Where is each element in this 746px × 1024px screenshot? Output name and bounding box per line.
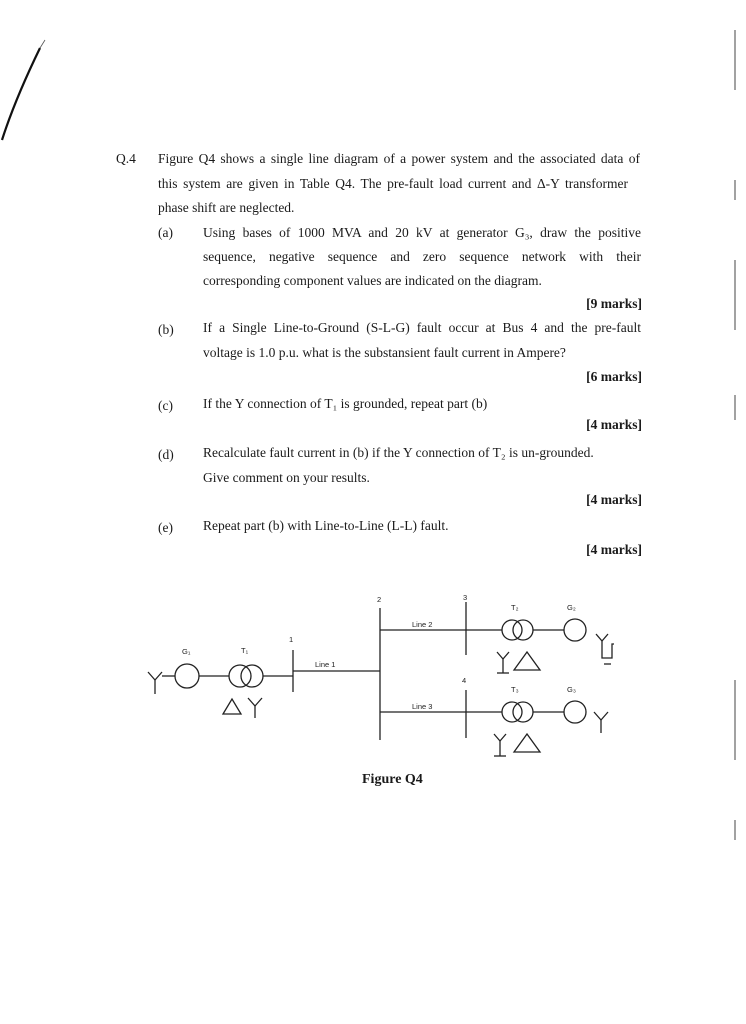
- t3-wye-grounded-symbol: [494, 734, 506, 756]
- part-d-marks: [4 marks]: [586, 492, 642, 507]
- label-bus-3: 3: [463, 593, 468, 602]
- label-g1: G₁: [182, 647, 191, 656]
- part-c-label: (c): [158, 398, 173, 413]
- label-line-3: Line 3: [412, 702, 433, 711]
- t3-delta-symbol: [514, 734, 540, 752]
- part-a-line-1: Using bases of 1000 MVA and 20 kV at generator G₃, draw the positive: [203, 225, 641, 240]
- intro-line-3: phase shift are neglected.: [158, 200, 295, 215]
- part-d-label: (d): [158, 447, 174, 462]
- label-line-1: Line 1: [315, 660, 336, 669]
- label-bus-4: 4: [462, 676, 467, 685]
- t2-wye-grounded-symbol: [497, 652, 509, 673]
- part-a-marks: [9 marks]: [586, 296, 642, 311]
- generator-g1: [175, 664, 199, 688]
- t2-delta-symbol: [514, 652, 540, 670]
- label-t3: T₃: [511, 685, 519, 694]
- question-number: Q.4: [116, 151, 136, 166]
- label-bus-1: 1: [289, 635, 294, 644]
- intro-line-2: this system are given in Table Q4. The pre-fault load current and Δ-Y transformer: [158, 176, 628, 191]
- label-t2: T₂: [511, 603, 519, 612]
- part-c-marks: [4 marks]: [586, 417, 642, 432]
- g3-wye-symbol: [594, 712, 608, 733]
- part-c-line-1: If the Y connection of T₁ is grounded, repeat part (b): [203, 396, 488, 411]
- generator-g3: [564, 701, 586, 723]
- part-a-line-3: corresponding component values are indicated on the diagram.: [203, 273, 542, 288]
- label-g2: G₂: [567, 603, 576, 612]
- part-d-line-1: Recalculate fault current in (b) if the Y connection of T₂ is un-grounded.: [203, 445, 594, 460]
- g2-wye-grounded-symbol: [596, 634, 614, 664]
- intro-line-1: Figure Q4 shows a single line diagram of a power system and the associated data of: [158, 151, 640, 166]
- part-a-line-2: sequence, negative sequence and zero sequence network with their: [203, 249, 641, 264]
- part-b-marks: [6 marks]: [586, 369, 642, 384]
- part-e-line-1: Repeat part (b) with Line-to-Line (L-L) fault.: [203, 518, 449, 533]
- generator-g2: [564, 619, 586, 641]
- t1-wye-symbol: [248, 698, 262, 718]
- label-bus-2: 2: [377, 595, 382, 604]
- part-b-label: (b): [158, 322, 174, 337]
- part-b-line-2: voltage is 1.0 p.u. what is the substansient fault current in Ampere?: [203, 345, 566, 360]
- t1-delta-symbol: [223, 699, 241, 714]
- label-line-2: Line 2: [412, 620, 433, 629]
- part-e-marks: [4 marks]: [586, 542, 642, 557]
- part-d-line-2: Give comment on your results.: [203, 470, 370, 485]
- part-b-line-1: If a Single Line-to-Ground (S-L-G) fault occur at Bus 4 and the pre-fault: [203, 320, 641, 335]
- transformer-t3: [502, 702, 533, 722]
- label-g3: G₃: [567, 685, 576, 694]
- transformer-t2: [502, 620, 533, 640]
- g1-wye-symbol: [148, 672, 162, 694]
- transformer-t1: [229, 665, 263, 687]
- figure-caption: Figure Q4: [362, 772, 423, 787]
- label-t1: T₁: [241, 646, 249, 655]
- part-a-label: (a): [158, 225, 173, 240]
- part-e-label: (e): [158, 520, 173, 535]
